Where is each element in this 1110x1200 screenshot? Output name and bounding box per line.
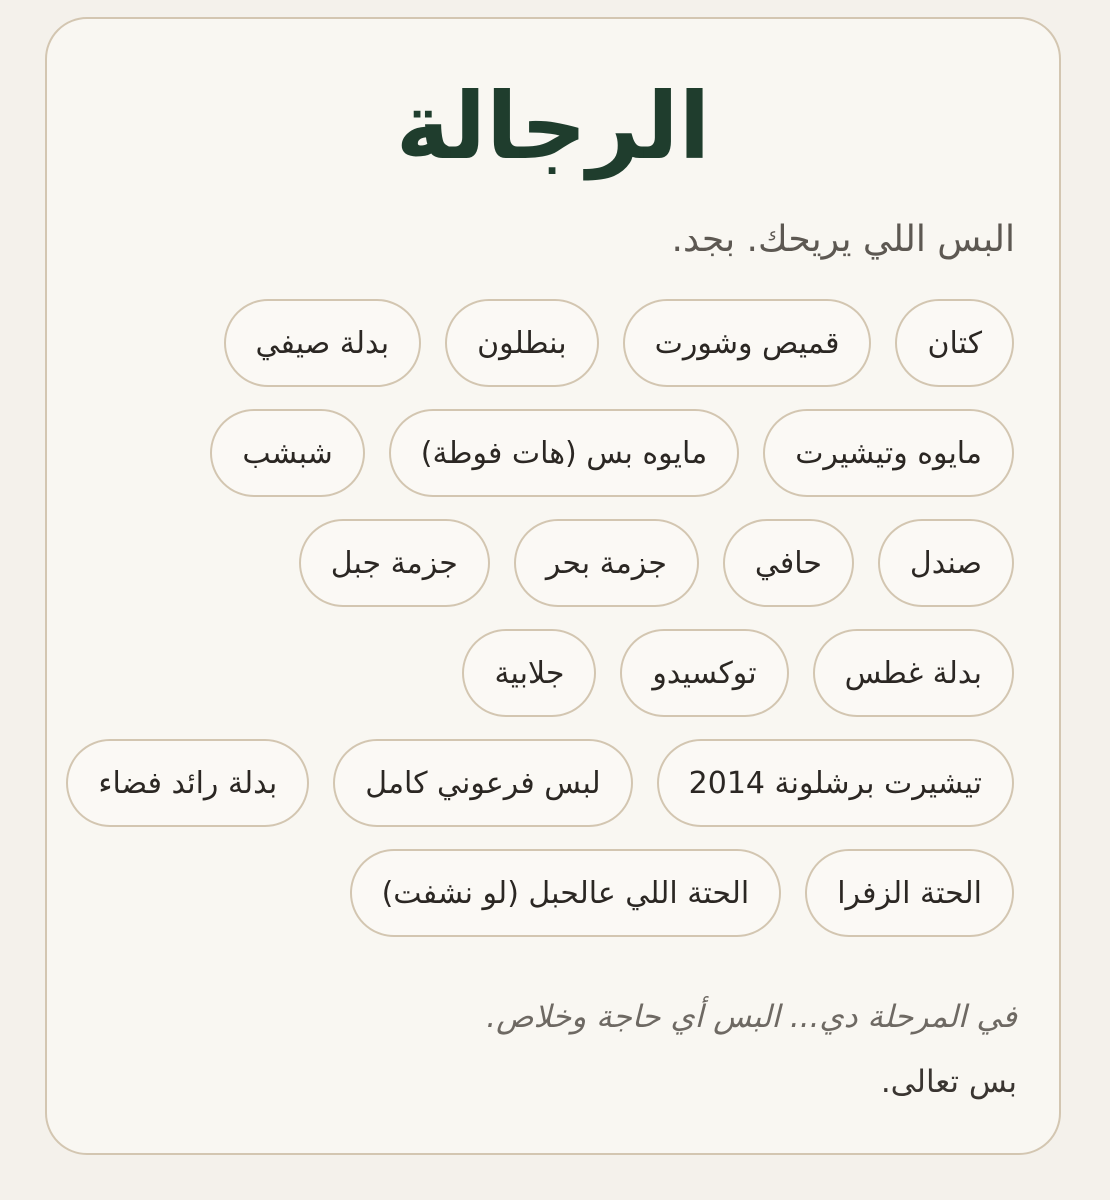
chip-option[interactable]: كتان [895,299,1014,387]
chip-option[interactable]: قميص وشورت [623,299,872,387]
chip-option[interactable]: بدلة صيفي [224,299,422,387]
chip-row [224,299,1014,387]
chip-option[interactable]: مايوه وتيشيرت [763,409,1014,497]
chip-row [210,409,1014,497]
chip-row [299,519,1014,607]
chip-option[interactable]: شبشب [210,409,364,497]
chip-option[interactable]: لبس فرعوني كامل [333,739,632,827]
chip-row [350,849,1014,937]
chip-option[interactable]: توكسيدو [620,629,788,717]
chip-row [66,739,1014,827]
chip-option[interactable]: تيشيرت برشلونة 2014 [657,739,1014,827]
chip-option[interactable]: بنطلون [445,299,598,387]
chip-option[interactable]: الحتة الزفرا [805,849,1014,937]
page-title: الرجالة [395,73,711,180]
info-card [45,17,1061,1155]
chip-option[interactable]: جزمة بحر [514,519,699,607]
chip-option[interactable]: الحتة اللي عالحبل (لو نشفت) [350,849,782,937]
chip-option[interactable]: جزمة جبل [299,519,490,607]
chip-option[interactable]: حافي [723,519,854,607]
chip-row [462,629,1014,717]
subtitle: البس اللي يريحك. بجد. [671,219,1015,260]
footer-note: في المرحلة دي... البس أي حاجة وخلاص. [486,999,1017,1035]
chip-option[interactable]: جلابية [462,629,596,717]
footer-callout: بس تعالى. [880,1064,1017,1100]
chip-option[interactable]: مايوه بس (هات فوطة) [389,409,739,497]
chip-option[interactable]: صندل [878,519,1014,607]
chip-option[interactable]: بدلة رائد فضاء [66,739,309,827]
chip-option[interactable]: بدلة غطس [813,629,1014,717]
